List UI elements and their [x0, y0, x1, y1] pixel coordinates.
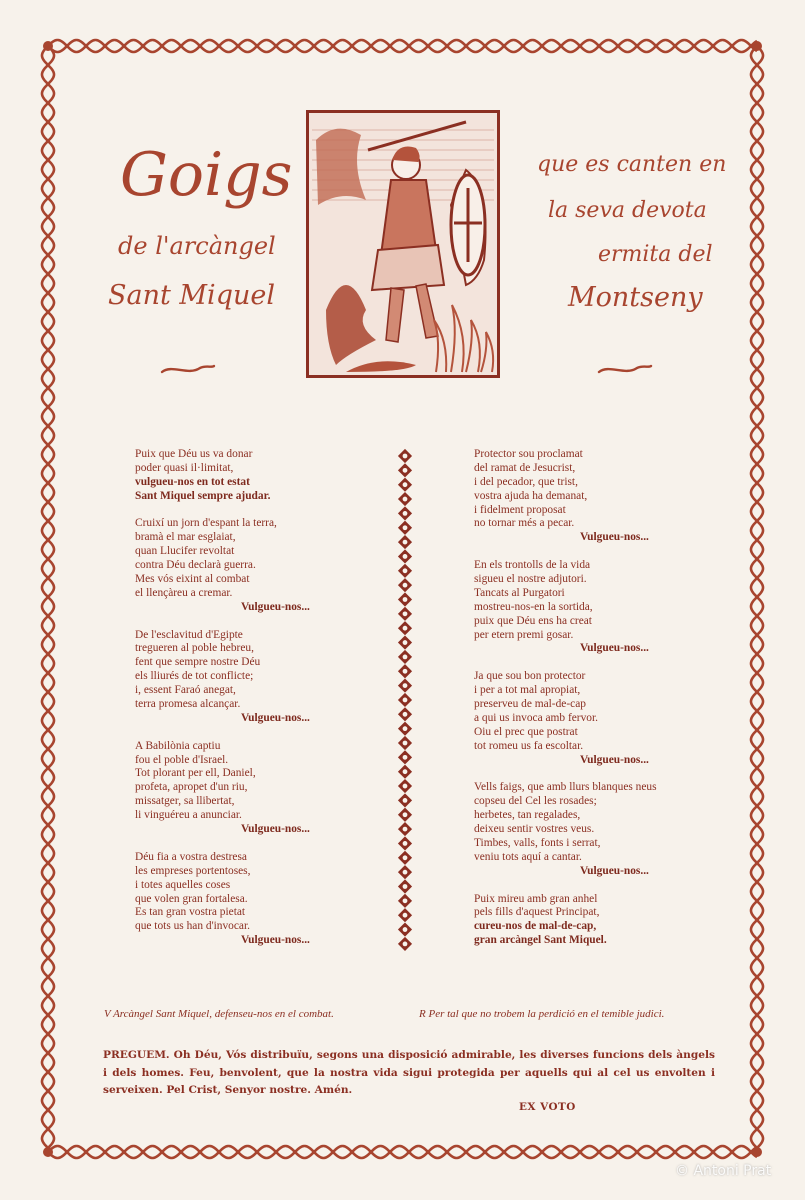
title-right-1: que es canten en — [537, 152, 727, 177]
verse-line: Puix que Déu us va donar — [135, 448, 253, 460]
stanza-gap — [474, 879, 684, 893]
ornament-mark — [398, 822, 412, 836]
verse-line: a qui us invoca amb fervor. — [474, 711, 598, 724]
ornament-mark — [398, 607, 412, 621]
ornament-mark — [398, 521, 412, 535]
verse-line: En els trontolls de la vida — [474, 559, 591, 572]
verse-line: Mes vós eixint al combat — [135, 573, 250, 586]
ornament-mark — [398, 779, 412, 793]
ornament-mark — [398, 750, 412, 764]
title-right-2: la seva devota — [548, 198, 707, 223]
verse-line: el llençàreu a cremar. — [135, 586, 233, 599]
ornament-mark — [398, 908, 412, 922]
title-goigs: Goigs — [120, 140, 293, 210]
stanza-gap — [474, 767, 684, 781]
verse-line: i totes aquelles coses — [135, 878, 231, 891]
ornament-mark — [398, 564, 412, 578]
verse-line: missatger, sa llibertat, — [135, 795, 235, 808]
title-arcangel: de l'arcàngel — [118, 232, 276, 260]
verse-line: Tot plorant per ell, Daniel, — [135, 767, 256, 780]
response: R Per tal que no trobem la perdició en el temible judici. — [419, 1008, 665, 1020]
stanza-gap — [135, 726, 395, 740]
stanza-gap — [135, 615, 395, 629]
verse-line: bramà el mar esglaiat, — [135, 531, 236, 544]
verse-line: contra Déu declarà guerra. — [135, 559, 256, 572]
stanza-gap — [135, 504, 395, 518]
ornament-mark — [398, 650, 412, 664]
ornament-mark — [398, 722, 412, 736]
verse-line: Sant Miquel sempre ajudar. — [135, 489, 271, 502]
ornament-mark — [398, 621, 412, 635]
ornament-mark — [398, 506, 412, 520]
verse-line: per etern premi gosar. — [474, 628, 574, 641]
verse-line: Es tan gran vostra pietat — [135, 906, 246, 919]
verse-line: vostra ajuda ha demanat, — [474, 489, 588, 502]
verse-line: les empreses portentoses, — [135, 864, 251, 877]
verse-line: tot romeu us fa escoltar. — [474, 739, 584, 752]
ornament-mark — [398, 679, 412, 693]
verse-line: gran arcàngel Sant Miquel. — [474, 934, 607, 947]
copyright-watermark: © Antoni Prat — [675, 1163, 772, 1179]
verse-line: li vinguéreu a anunciar. — [135, 809, 242, 822]
refrain-line: Vulgueu-nos... — [580, 531, 649, 544]
ornament-mark — [398, 549, 412, 563]
verse-line: terra promesa alcançar. — [135, 698, 241, 711]
verse-line: sigueu el nostre adjutori. — [474, 573, 587, 586]
verse-line: copseu del Cel les rosades; — [474, 795, 597, 808]
verse-line: i fidelment proposat — [474, 503, 566, 516]
ex-voto: EX VOTO — [519, 1101, 576, 1113]
ornament-mark — [398, 865, 412, 879]
verse-line: poder quasi il·limitat, — [135, 461, 234, 474]
verse-line: i per a tot mal apropiat, — [474, 684, 581, 697]
verse-line: Protector sou proclamat — [474, 448, 583, 460]
ornament-mark — [398, 922, 412, 936]
verse-line: cureu-nos de mal-de-cap, — [474, 920, 597, 933]
verse-line: veniu tots aquí a cantar. — [474, 850, 582, 863]
refrain-line: Vulgueu-nos... — [241, 711, 310, 724]
ornament-mark — [398, 765, 412, 779]
verse-line: que tots us han d'invocar. — [135, 920, 250, 933]
ornament-mark — [398, 535, 412, 549]
ornament-column — [397, 448, 415, 953]
verse-line: puix que Déu ens ha creat — [474, 614, 592, 627]
ornament-mark — [398, 937, 412, 951]
ornament-mark — [398, 736, 412, 750]
ornament-mark — [398, 664, 412, 678]
verse-line: Timbes, valls, fonts i serrat, — [474, 836, 601, 849]
ornament-mark — [398, 449, 412, 463]
ornament-mark — [398, 592, 412, 606]
verse-line: pels fills d'aquest Principat, — [474, 906, 600, 919]
verse-line: preserveu de mal-de-cap — [474, 698, 586, 711]
refrain-line: Vulgueu-nos... — [580, 642, 649, 655]
stanza-gap — [474, 545, 684, 559]
verse-line: De l'esclavitud d'Egipte — [135, 628, 243, 641]
verse-line: i, essent Faraó anegat, — [135, 684, 236, 697]
verse-line: deixeu sentir vostres veus. — [474, 823, 595, 836]
verse-line: que volen gran fortalesa. — [135, 892, 248, 905]
verse-line: del ramat de Jesucrist, — [474, 461, 576, 474]
ornament-mark — [398, 635, 412, 649]
refrain-line: Vulgueu-nos... — [580, 753, 649, 766]
verse-line: mostreu-nos-en la sortida, — [474, 600, 593, 613]
stanza-gap — [135, 837, 395, 851]
verse-line: Ja que sou bon protector — [474, 670, 586, 683]
verse-line: Cruixí un jorn d'espant la terra, — [135, 517, 277, 530]
title-sant-miquel: Sant Miquel — [108, 280, 275, 311]
ornament-mark — [398, 894, 412, 908]
verse-line: fou el poble d'Israel. — [135, 753, 229, 766]
refrain-line: Vulgueu-nos... — [580, 864, 649, 877]
refrain-line: Vulgueu-nos... — [241, 934, 310, 947]
ornament-mark — [398, 492, 412, 506]
verse-line: tregueren al poble hebreu, — [135, 642, 254, 655]
verses-right-column — [474, 448, 684, 948]
verse-line: quan Llucifer revoltat — [135, 545, 235, 558]
ornament-mark — [398, 478, 412, 492]
verse-line: els lliurés de tot conflicte; — [135, 670, 254, 683]
verse-line: Tancats al Purgatori — [474, 586, 565, 599]
verse-line: vulgueu-nos en tot estat — [135, 475, 250, 488]
verse-line: fent que sempre nostre Déu — [135, 656, 261, 669]
verse-line: profeta, apropet d'un riu, — [135, 781, 248, 794]
verse-line: Déu fia a vostra destresa — [135, 850, 247, 863]
verses-left-column — [135, 448, 395, 948]
refrain-line: Vulgueu-nos... — [241, 600, 310, 613]
verse-line: A Babilònia captiu — [135, 739, 221, 752]
stanza-gap — [474, 656, 684, 670]
ornament-mark — [398, 707, 412, 721]
ornament-mark — [398, 851, 412, 865]
versicle: V Arcàngel Sant Miquel, defenseu-nos en el combat. — [104, 1008, 334, 1020]
ornament-mark — [398, 808, 412, 822]
verse-line: i del pecador, que trist, — [474, 475, 578, 488]
verse-line: no tornar més a pecar. — [474, 517, 575, 530]
verse-line: herbetes, tan regalades, — [474, 809, 581, 822]
left-flourish-icon — [160, 362, 216, 378]
saint-michael-slaying-dragon-icon — [306, 110, 500, 378]
ornament-mark — [398, 463, 412, 477]
ornament-mark — [398, 578, 412, 592]
prayer-text: PREGUEM. Oh Déu, Vós distribuïu, segons una disposició admirable, les diverses funcions dels àngels i dels homes. Feu, benvolent, que la nostra vida sigui protegida per aquells qui al cel us envolten i serveixen. Pel Crist, Senyor nostre. Amén. — [103, 1049, 715, 1096]
ornament-mark — [398, 793, 412, 807]
verse-line: Vells faigs, que amb llurs blanques neus — [474, 781, 657, 794]
verse-line: Puix mireu amb gran anhel — [474, 892, 598, 905]
ornament-mark — [398, 693, 412, 707]
verse-line: Oiu el prec que postrat — [474, 725, 578, 738]
title-right-3: ermita del — [598, 242, 713, 267]
title-montseny: Montseny — [568, 282, 703, 313]
refrain-line: Vulgueu-nos... — [241, 823, 310, 836]
ornament-mark — [398, 836, 412, 850]
right-flourish-icon — [597, 362, 653, 378]
ornament-mark — [398, 879, 412, 893]
